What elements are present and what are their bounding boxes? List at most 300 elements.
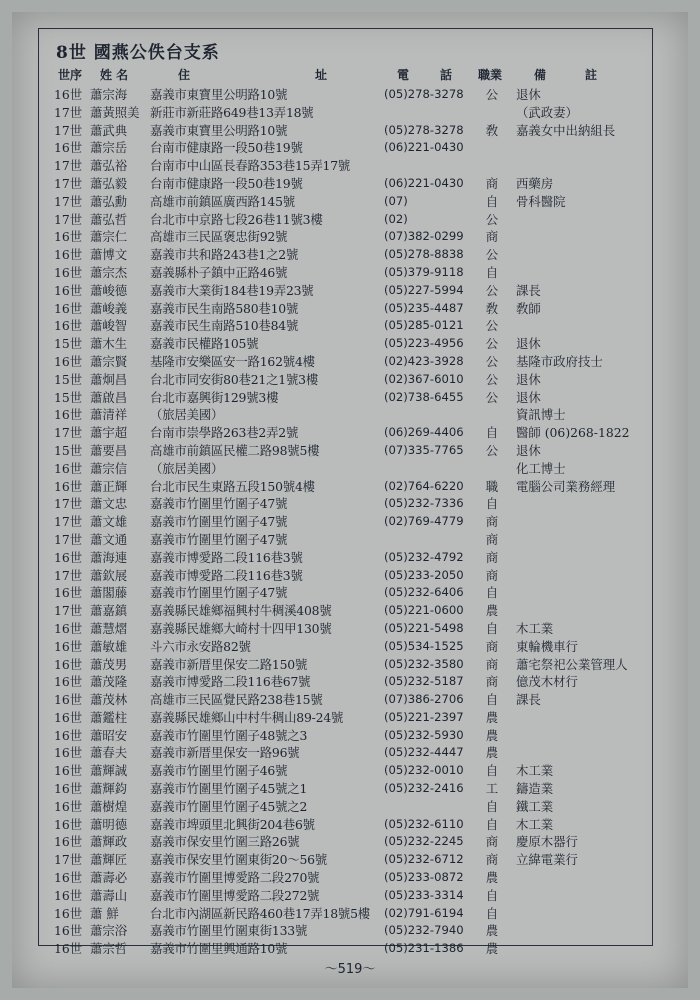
name-cell: 蕭宇超: [90, 425, 128, 441]
generation-cell: 16世: [54, 478, 83, 494]
name-cell: 蕭慧熠: [90, 620, 128, 636]
table-row: [54, 567, 654, 585]
address-cell: 台南市健康路一段50巷19號: [150, 140, 303, 156]
note-cell: 退休: [516, 87, 541, 102]
job-cell: 自: [485, 193, 499, 209]
job-cell: 職: [485, 478, 499, 494]
address-cell: 台北市嘉興街129號3樓: [150, 389, 279, 405]
address-cell: 嘉義縣朴子鎮中正路46號: [150, 264, 288, 280]
generation-cell: 17世: [54, 158, 83, 174]
address-cell: 嘉義市竹圍里竹圍子47號: [150, 496, 288, 512]
note-cell: 退休: [516, 442, 541, 458]
table-row: [54, 638, 654, 656]
note-cell: 退休: [516, 389, 541, 405]
generation-cell: 16世: [54, 549, 83, 565]
job-cell: 商: [485, 531, 499, 547]
name-cell: 蕭欽展: [90, 567, 128, 583]
generation-cell: 17世: [54, 104, 83, 120]
job-cell: 自: [485, 816, 499, 832]
header-phone-left: 電: [397, 68, 410, 82]
generation-cell: 16世: [54, 745, 83, 761]
note-cell: 課長: [516, 282, 541, 298]
address-cell: 嘉義市竹圍里竹圍子47號: [150, 514, 288, 530]
table-row: [54, 549, 654, 567]
address-cell: 嘉義市博愛路二段116巷3號: [150, 567, 303, 583]
generation-cell: 16世: [54, 407, 83, 423]
generation-cell: 16世: [54, 353, 83, 369]
generation-cell: 16世: [54, 620, 83, 636]
address-cell: 嘉義市東寶里公明路10號: [150, 122, 288, 138]
name-cell: 蕭輝誠: [90, 763, 128, 779]
address-cell: 嘉義市埤頭里北興街204巷6號: [150, 816, 315, 832]
generation-cell: 15世: [54, 336, 83, 352]
address-cell: 嘉義市竹圍里興通路10號: [150, 941, 288, 957]
table-row: [54, 798, 654, 816]
table-row: [54, 584, 654, 602]
job-cell: 公: [485, 282, 499, 298]
note-cell: 蕭宅祭祀公業管理人: [516, 656, 628, 672]
generation-cell: 17世: [54, 567, 83, 583]
generation-cell: 17世: [54, 603, 83, 619]
note-cell: 木工業: [516, 763, 554, 779]
name-cell: 蕭炯昌: [90, 371, 128, 387]
table-row: [54, 922, 654, 940]
phone-cell: (06)221-0430: [384, 175, 464, 190]
table-row: [54, 175, 654, 193]
name-cell: 蕭啟昌: [90, 389, 128, 405]
address-cell: 嘉義市竹圍里竹圍子45號之2: [150, 798, 308, 814]
job-cell: 公: [485, 247, 499, 263]
name-cell: 蕭文忠: [90, 496, 128, 512]
phone-cell: (02): [384, 211, 408, 226]
generation-cell: 15世: [54, 371, 83, 387]
address-cell: 台北市中京路七段26巷11號3樓: [150, 211, 323, 227]
generation-cell: 16世: [54, 264, 83, 280]
job-cell: 農: [485, 941, 499, 957]
generation-cell: 16世: [54, 318, 83, 334]
address-cell: 嘉義市共和路243巷1之2號: [150, 247, 299, 263]
table-row: [54, 691, 654, 709]
table-row: [54, 282, 654, 300]
generation-cell: 16世: [54, 781, 83, 797]
table-row: [54, 317, 654, 335]
address-cell: 嘉義市竹圍里博愛路二段272號: [150, 887, 320, 903]
phone-cell: (05)232-4792: [384, 549, 464, 564]
job-cell: 農: [485, 709, 499, 725]
name-cell: 蕭樹煌: [90, 798, 128, 814]
generation-cell: 17世: [54, 211, 83, 227]
phone-cell: (05)232-4447: [384, 745, 464, 760]
phone-cell: (05)233-3314: [384, 887, 464, 902]
note-cell: 醫師 (06)268-1822: [516, 425, 630, 441]
address-cell: 嘉義市東寶里公明路10號: [150, 87, 288, 102]
job-cell: 農: [485, 923, 499, 939]
table-row: [54, 264, 654, 282]
table-row: [54, 905, 654, 923]
job-cell: 自: [485, 887, 499, 903]
generation-cell: 17世: [54, 531, 83, 547]
table-row: [54, 887, 654, 905]
header-address-right: 址: [315, 68, 328, 82]
phone-cell: (07): [384, 193, 408, 208]
header-generation: 世序: [58, 68, 83, 82]
job-cell: 商: [485, 674, 499, 690]
name-cell: 蕭壽必: [90, 870, 128, 886]
phone-cell: (05)232-2245: [384, 834, 464, 849]
name-cell: 蕭茂隆: [90, 674, 128, 690]
table-row: [54, 211, 654, 229]
phone-cell: (05)232-6406: [384, 585, 464, 600]
table-row: [54, 940, 654, 958]
address-cell: 基隆市安樂區安一路162號4樓: [150, 353, 315, 369]
table-row: [54, 157, 654, 175]
table-row: [54, 122, 654, 140]
address-cell: 高雄市前鎮區民權二路98號5樓: [150, 442, 320, 458]
name-cell: 蕭宗海: [90, 87, 128, 102]
job-cell: 自: [485, 620, 499, 636]
phone-cell: (05)221-2397: [384, 709, 464, 724]
note-cell: 課長: [516, 692, 541, 708]
address-cell: 台北市同安街80巷21之1號3樓: [150, 371, 319, 387]
name-cell: 蕭嘉鎮: [90, 603, 128, 619]
table-row: [54, 851, 654, 869]
note-cell: 退休: [516, 371, 541, 387]
address-cell: 嘉義市大業街184巷19弄23號: [150, 282, 314, 298]
name-cell: 蕭弘哲: [90, 211, 128, 227]
name-cell: 蕭輝匠: [90, 852, 128, 868]
table-row: [54, 744, 654, 762]
name-cell: 蕭輝政: [90, 834, 128, 850]
table-row: [54, 513, 654, 531]
job-cell: 公: [485, 371, 499, 387]
address-cell: 嘉義市竹圍里竹圍子47號: [150, 585, 288, 601]
name-cell: 蕭宗賢: [90, 353, 128, 369]
generation-cell: 16世: [54, 229, 83, 245]
job-cell: 農: [485, 870, 499, 886]
address-cell: 嘉義市保安里竹圍三路26號: [150, 834, 300, 850]
name-cell: 蕭木生: [90, 336, 128, 352]
address-cell: （旅居美國）: [150, 460, 224, 476]
table-row: [54, 406, 654, 424]
name-cell: 蕭宗浴: [90, 923, 128, 939]
name-cell: 蕭 鮮: [90, 905, 119, 921]
job-cell: 自: [485, 692, 499, 708]
job-cell: 商: [485, 852, 499, 868]
generation-cell: 16世: [54, 798, 83, 814]
table-row: [54, 246, 654, 264]
table-row: [54, 371, 654, 389]
job-cell: 自: [485, 264, 499, 280]
address-cell: 台南市崇學路263巷2弄2號: [150, 425, 299, 441]
address-cell: 嘉義市竹圍里竹圍子47號: [150, 531, 288, 547]
generation-cell: 17世: [54, 852, 83, 868]
address-cell: 嘉義市竹圍里竹圍子45號之1: [150, 781, 308, 797]
name-cell: 蕭博文: [90, 247, 128, 263]
name-cell: 蕭弘勳: [90, 193, 128, 209]
name-cell: 蕭明德: [90, 816, 128, 832]
name-cell: 蕭敏雄: [90, 638, 128, 654]
phone-cell: (05)379-9118: [384, 264, 464, 279]
note-cell: （武政妻）: [516, 104, 578, 120]
table-row: [54, 833, 654, 851]
address-cell: 高雄市前鎮區廣西路145號: [150, 193, 295, 209]
address-cell: 嘉義市民生南路580巷10號: [150, 300, 299, 316]
phone-cell: (07)335-7765: [384, 442, 464, 457]
table-row: [54, 869, 654, 887]
name-cell: 蕭閣藤: [90, 585, 128, 601]
name-cell: 蕭宗信: [90, 460, 128, 476]
page-number: ～519～: [324, 962, 376, 977]
table-row: [54, 104, 654, 122]
table-row: [54, 727, 654, 745]
name-cell: 蕭輝鈞: [90, 781, 128, 797]
table-row: [54, 460, 654, 478]
address-cell: 斗六市永安路82號: [150, 638, 251, 654]
name-cell: 蕭峻義: [90, 300, 128, 316]
name-cell: 蕭黃照美: [90, 104, 140, 120]
address-cell: 嘉義縣民雄鄉福興村牛稠溪408號: [150, 603, 332, 619]
job-cell: 自: [485, 798, 499, 814]
generation-cell: 16世: [54, 816, 83, 832]
address-cell: 台北市內湖區新民路460巷17弄18號5樓: [150, 905, 370, 921]
generation-cell: 17世: [54, 175, 83, 191]
phone-cell: (05)231-1386: [384, 941, 464, 956]
job-cell: 農: [485, 727, 499, 743]
generation-cell: 16世: [54, 282, 83, 298]
table-row: [54, 780, 654, 798]
phone-cell: (02)738-6455: [384, 389, 464, 404]
phone-cell: (05)223-4956: [384, 336, 464, 351]
phone-cell: (02)764-6220: [384, 478, 464, 493]
table-row: [54, 709, 654, 727]
table-row: [54, 335, 654, 353]
phone-cell: (05)232-5930: [384, 727, 464, 742]
address-cell: 嘉義市博愛路二段116巷67號: [150, 674, 311, 690]
name-cell: 蕭昭安: [90, 727, 128, 743]
phone-cell: (02)791-6194: [384, 905, 464, 920]
table-row: [54, 389, 654, 407]
note-cell: 化工博士: [516, 460, 566, 476]
phone-cell: (07)382-0299: [384, 229, 464, 244]
job-cell: 商: [485, 549, 499, 565]
name-cell: 蕭宗哲: [90, 941, 128, 957]
job-cell: 商: [485, 175, 499, 191]
table-row: [54, 300, 654, 318]
header-job: 職業: [478, 68, 503, 82]
job-cell: 公: [485, 336, 499, 352]
address-cell: 嘉義市竹圍里博愛路二段270號: [150, 870, 320, 886]
phone-cell: (02)769-4779: [384, 514, 464, 529]
table-row: [54, 495, 654, 513]
generation-cell: 16世: [54, 709, 83, 725]
name-cell: 蕭文雄: [90, 514, 128, 530]
table-row: [54, 531, 654, 549]
job-cell: 公: [485, 442, 499, 458]
phone-cell: (06)221-0430: [384, 140, 464, 155]
generation-cell: 16世: [54, 656, 83, 672]
table-row: [54, 442, 654, 460]
name-cell: 蕭弘毅: [90, 175, 128, 191]
header-note-right: 註: [585, 68, 598, 82]
generation-cell: 16世: [54, 247, 83, 263]
generation-cell: 16世: [54, 923, 83, 939]
note-cell: 嘉義女中出納組長: [516, 122, 616, 138]
phone-cell: (05)232-6712: [384, 852, 464, 867]
address-cell: 嘉義縣民雄鄉大崎村十四甲130號: [150, 620, 332, 636]
phone-cell: (05)278-3278: [384, 122, 464, 137]
address-cell: 高雄市三民區覺民路238巷15號: [150, 692, 323, 708]
table-row: [54, 673, 654, 691]
note-cell: 東輪機車行: [516, 638, 578, 654]
table-row: [54, 86, 654, 104]
table-row: [54, 139, 654, 157]
name-cell: 蕭茂男: [90, 656, 128, 672]
note-cell: 木工業: [516, 620, 554, 636]
job-cell: 農: [485, 745, 499, 761]
note-cell: 立緯電業行: [516, 852, 578, 868]
address-cell: 台南市中山區長春路353巷15弄17號: [150, 158, 351, 174]
job-cell: 敎: [485, 300, 499, 316]
phone-cell: (05)285-0121: [384, 318, 464, 333]
name-cell: 蕭峻德: [90, 282, 128, 298]
job-cell: 公: [485, 87, 499, 102]
generation-cell: 16世: [54, 460, 83, 476]
phone-cell: (05)232-6110: [384, 816, 464, 831]
table-row: [54, 620, 654, 638]
address-cell: 嘉義市竹圍里竹圍東街133號: [150, 923, 308, 939]
address-cell: 嘉義市新厝里保安二路150號: [150, 656, 308, 672]
name-cell: 蕭春夫: [90, 745, 128, 761]
note-cell: 慶原木器行: [516, 834, 578, 850]
generation-cell: 17世: [54, 122, 83, 138]
name-cell: 蕭宗杰: [90, 264, 128, 280]
job-cell: 自: [485, 496, 499, 512]
name-cell: 蕭弘裕: [90, 158, 128, 174]
name-cell: 蕭茂林: [90, 692, 128, 708]
phone-cell: (05)233-2050: [384, 567, 464, 582]
name-cell: 蕭要昌: [90, 442, 128, 458]
address-cell: 台北市民生東路五段150號4樓: [150, 478, 315, 494]
job-cell: 公: [485, 211, 499, 227]
phone-cell: (05)534-1525: [384, 638, 464, 653]
phone-cell: (05)233-0872: [384, 870, 464, 885]
job-cell: 自: [485, 425, 499, 441]
phone-cell: (05)232-3580: [384, 656, 464, 671]
table-row: [54, 353, 654, 371]
table-row: [54, 762, 654, 780]
phone-cell: (05)232-0010: [384, 763, 464, 778]
generation-cell: 16世: [54, 692, 83, 708]
note-cell: 基隆市政府技士: [516, 353, 603, 369]
name-cell: 蕭宗仁: [90, 229, 128, 245]
address-cell: 嘉義市民權路105號: [150, 336, 259, 352]
note-cell: 木工業: [516, 816, 554, 832]
job-cell: 自: [485, 585, 499, 601]
generation-cell: 16世: [54, 870, 83, 886]
phone-cell: (02)367-6010: [384, 371, 464, 386]
job-cell: 公: [485, 353, 499, 369]
note-cell: 億茂木材行: [516, 674, 578, 690]
job-cell: 自: [485, 763, 499, 779]
table-row: [54, 656, 654, 674]
generation-cell: 17世: [54, 496, 83, 512]
job-cell: 商: [485, 567, 499, 583]
generation-cell: 16世: [54, 905, 83, 921]
note-cell: 退休: [516, 336, 541, 352]
job-cell: 公: [485, 389, 499, 405]
table-row: [54, 228, 654, 246]
note-cell: 資訊博士: [516, 407, 566, 423]
table-row: [54, 424, 654, 442]
note-cell: 鑄造業: [516, 781, 554, 797]
phone-cell: (05)232-2416: [384, 781, 464, 796]
name-cell: 蕭峻智: [90, 318, 128, 334]
page-title: 8世 國燕公佚台支系: [56, 43, 220, 63]
generation-cell: 17世: [54, 514, 83, 530]
job-cell: 商: [485, 514, 499, 530]
note-cell: 西藥房: [516, 175, 554, 191]
job-cell: 商: [485, 229, 499, 245]
header-address-left: 住: [178, 68, 191, 82]
job-cell: 自: [485, 905, 499, 921]
phone-cell: (05)232-5187: [384, 674, 464, 689]
address-cell: 嘉義市新厝里保安一路96號: [150, 745, 300, 761]
table-row: [54, 193, 654, 211]
header-phone-right: 話: [440, 68, 453, 82]
note-cell: 鐵工業: [516, 798, 554, 814]
address-cell: （旅居美國）: [150, 407, 224, 423]
address-cell: 嘉義市竹圍里竹圍子48號之3: [150, 727, 308, 743]
phone-cell: (05)221-0600: [384, 603, 464, 618]
generation-cell: 16世: [54, 300, 83, 316]
job-cell: 公: [485, 318, 499, 334]
phone-cell: (06)269-4406: [384, 425, 464, 440]
table-row: [54, 816, 654, 834]
table-row: [54, 478, 654, 496]
table-row: [54, 602, 654, 620]
job-cell: 農: [485, 603, 499, 619]
note-cell: 骨科醫院: [516, 193, 566, 209]
name-cell: 蕭武典: [90, 122, 128, 138]
address-cell: 新莊市新莊路649巷13弄18號: [150, 104, 314, 120]
name-cell: 蕭文通: [90, 531, 128, 547]
phone-cell: (05)232-7336: [384, 496, 464, 511]
phone-cell: (05)221-5498: [384, 620, 464, 635]
address-cell: 嘉義縣民雄鄉山中村牛稠山89-24號: [150, 709, 344, 725]
generation-cell: 16世: [54, 763, 83, 779]
generation-cell: 16世: [54, 941, 83, 957]
address-cell: 嘉義市竹圍里竹圍子46號: [150, 763, 288, 779]
genealogy-list: [54, 86, 654, 958]
address-cell: 嘉義市保安里竹圍東街20～56號: [150, 852, 328, 868]
name-cell: 蕭鑑柱: [90, 709, 128, 725]
phone-cell: (02)423-3928: [384, 353, 464, 368]
header-note-left: 備: [534, 68, 547, 82]
generation-cell: 16世: [54, 140, 83, 156]
phone-cell: (05)227-5994: [384, 282, 464, 297]
generation-cell: 16世: [54, 638, 83, 654]
address-cell: 嘉義市博愛路二段116巷3號: [150, 549, 303, 565]
phone-cell: (05)278-3278: [384, 87, 464, 101]
generation-cell: 17世: [54, 425, 83, 441]
generation-cell: 16世: [54, 585, 83, 601]
note-cell: 敎師: [516, 300, 541, 316]
generation-cell: 15世: [54, 389, 83, 405]
generation-cell: 16世: [54, 834, 83, 850]
phone-cell: (05)278-8838: [384, 247, 464, 262]
name-cell: 蕭壽山: [90, 887, 128, 903]
job-cell: 敎: [485, 122, 499, 138]
